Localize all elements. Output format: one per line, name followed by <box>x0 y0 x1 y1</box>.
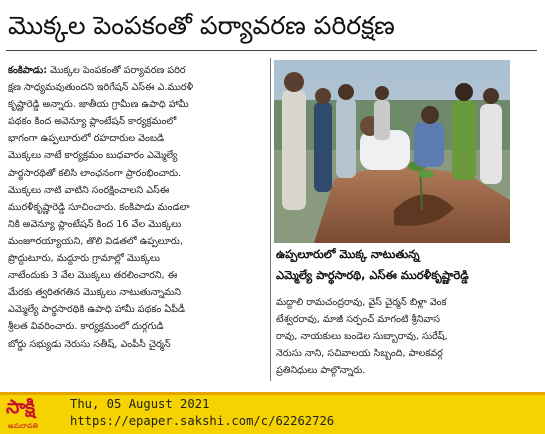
article-line: పార్థసారథితో కలిసి లాంఛనంగా ప్రారంభించారు. <box>8 167 182 179</box>
article-line: నాటేందుకు 3 వేల మొక్కలు తరలించారని, ఈ <box>8 270 178 282</box>
article-line: నెరుసు నాని, సచివాలయ సిబ్బంది, పాలకవర్గ <box>276 348 443 360</box>
headline-rule <box>6 50 537 51</box>
article-line: మంజూరయ్యాయని, తొలి విడతలో ఉప్పలూరు, <box>8 235 183 247</box>
article-line: మద్దాలి రామచంద్రరావు, వైస్ చైర్మన్ బిళ్లా వెంక <box>276 297 447 308</box>
article-line: మురళీకృష్ణారెడ్డి సూచించారు. కంకిపాడు మండలా <box>8 201 190 213</box>
epaper-footer <box>0 392 545 434</box>
epaper-link[interactable]: https://epaper.sakshi.com/c/62262726 <box>70 414 335 428</box>
article-line: ప్రొద్దుటూరు, మద్దూరు గ్రామాల్లో మొక్కలు <box>8 253 160 265</box>
article-body-right <box>276 294 538 382</box>
article-line: శ్రీలత వివరించారు. కార్యక్రమంలో దుర్గగుడి <box>8 321 164 333</box>
caption-line: ఉప్పలూరులో మొక్క నాటుతున్న <box>276 247 420 261</box>
article-line: భాగంగా ఉప్పలూరులో రహదారుల వెంబడి <box>8 133 165 145</box>
article-photo <box>274 60 510 243</box>
article-line: బోర్డు సభ్యుడు నెరుసు సతీష్, ఎంపీసీ చైర్మన్ <box>8 338 171 350</box>
article-line: నికి అవెన్యూ ప్లాంటేషన్ కింద 16 వేల మొక్కలు <box>8 218 182 230</box>
logo-edition: అమరావతి <box>8 422 38 430</box>
page-title: మొక్కల పెంపకంతో పర్యావరణ పరిరక్షణ <box>8 11 395 40</box>
article-line: కృష్ణారెడ్డి అన్నారు. జాతీయ గ్రామీణ ఉపాధి హామీ <box>8 99 189 111</box>
article-line: ప్రతినిధులు పాల్గొన్నారు. <box>276 365 366 377</box>
article-line: క్షణ సాధ్యమవుతుందని ఇరిగేషన్ ఎస్ఈ ఎ.మురళీ <box>8 82 194 94</box>
article-line: పథకం కింద అవెన్యూ ప్లాంటేషన్ కార్యక్రమంలో <box>8 116 177 128</box>
article-line: టేశ్వరరావు, మాజీ సర్పంచ్ మాగంటి శ్రీనివాస <box>276 314 440 326</box>
caption-line: ఎమ్మెల్యే పార్థసారథి, ఎస్ఈ మురళీకృష్ణారెడ్డి <box>276 268 469 282</box>
article-line: మేరకు త్వరితగతిన మొక్కలు నాటుతున్నామని <box>8 287 182 299</box>
publish-date: Thu, 05 August 2021 <box>70 397 210 411</box>
article-line: రావు, నాయకులు బండెల సుబ్బారావు, సురేష్, <box>276 331 448 343</box>
photo-caption <box>276 244 538 286</box>
article-line: మొక్కలు నాటే కార్యక్రమం బుధవారం ఎమ్మెల్యే <box>8 150 178 162</box>
article-line: ఎమ్మెల్యే పార్థసారథికి ఉపాధి హామీ పథకం ఏపీడీ <box>8 304 186 316</box>
article-line: మొక్కలు నాటి వాటిని సంరక్షించాలని ఎస్ఈ <box>8 184 170 196</box>
column-divider <box>270 58 271 381</box>
article-body-left <box>8 62 267 380</box>
sakshi-logo <box>4 398 58 434</box>
article-line: కంకిపాడు: మొక్కల పెంపకంతో పర్యావరణ పరిర <box>8 65 186 76</box>
logo-text: సాక్షి <box>6 396 35 418</box>
dateline: కంకిపాడు: <box>8 65 48 76</box>
